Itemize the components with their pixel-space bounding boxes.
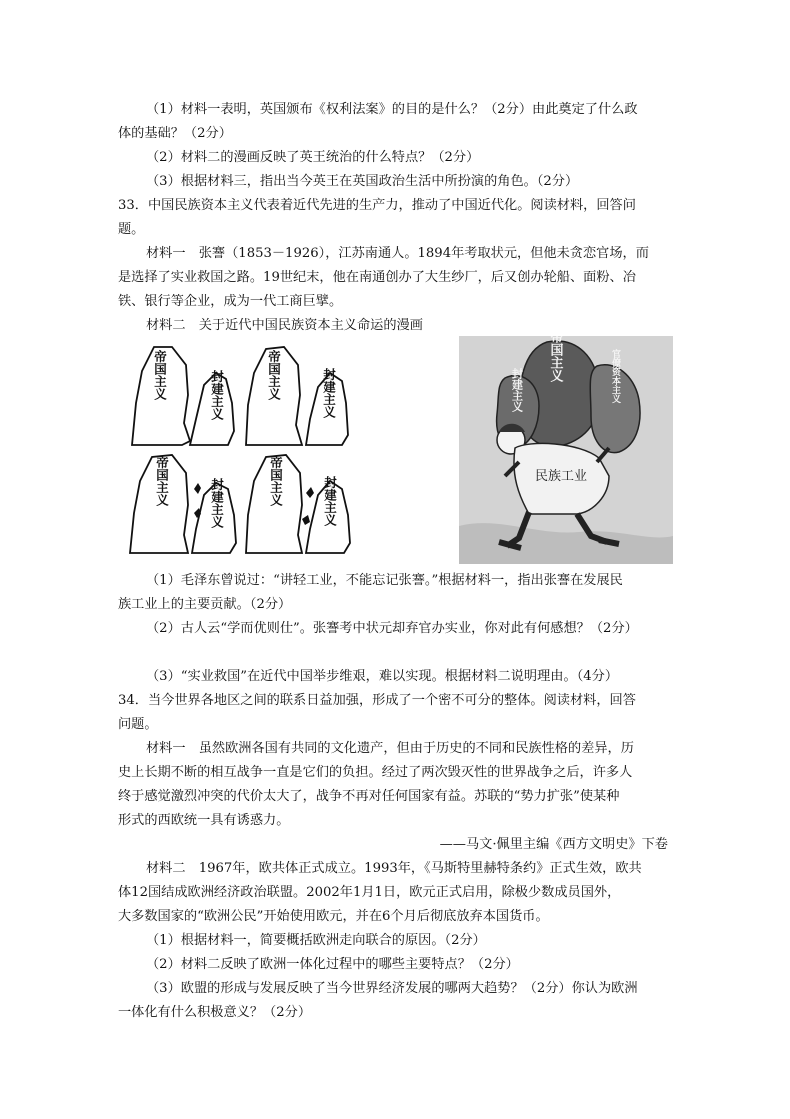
- q34-material2-line2: 体12国结成欧洲经济政治联盟。2002年1月1日，欧元正式启用，除极少数成员国外，: [118, 885, 621, 900]
- rock-label-imperialism: 帝国主义: [266, 350, 282, 400]
- boulder-label-feudalism: 封建主义: [510, 368, 524, 412]
- q34-sub2: （2）材料二反映了欧洲一体化过程中的哪些主要特点？（2分）: [146, 957, 519, 972]
- q32-sub3: （3）根据材料三，指出当今英王在英国政治生活中所扮演的角色。（2分）: [146, 174, 579, 189]
- q34-sub3-line2: 一体化有什么积极意义？（2分）: [118, 1005, 312, 1020]
- q33-material2-caption: 材料二 关于近代中国民族资本主义命运的漫画: [146, 318, 423, 333]
- q33-material1-line3: 铁、银行等企业，成为一代工商巨擘。: [118, 294, 343, 309]
- rock-label-feudalism: 封建主义: [209, 370, 225, 420]
- q34-sub3-line1: （3）欧盟的形成与发展反映了当今世界经济发展的哪两大趋势？（2分）你认为欧洲: [146, 981, 638, 996]
- q33-sub3: （3）“实业救国”在近代中国举步维艰，难以实现。根据材料二说明理由。（4分）: [146, 669, 619, 684]
- q33-sub2: （2）古人云“学而优则仕”。张謇考中状元却弃官办实业，你对此有何感想？（2分）: [146, 621, 638, 636]
- cartoon-rocks-figure: [124, 343, 356, 559]
- q32-sub1-line2: 体的基础？（2分）: [118, 126, 232, 141]
- q34-material1-line3: 终于感觉激烈冲突的代价太大了，战争不再对任何国家有益。苏联的“势力扩张”使某种: [118, 789, 620, 804]
- rock-label-feudalism: 封建主义: [322, 476, 338, 526]
- q32-sub1-line1: （1）材料一表明，英国颁布《权利法案》的目的是什么？（2分）由此奠定了什么政: [146, 102, 638, 117]
- q34-material1-source: ——马文·佩里主编《西方文明史》下卷: [439, 837, 668, 852]
- q33-sub1-line1: （1）毛泽东曾说过：“讲轻工业，不能忘记张謇。”根据材料一，指出张謇在发展民: [146, 573, 623, 588]
- q32-sub2: （2）材料二的漫画反映了英王统治的什么特点？（2分）: [146, 150, 480, 165]
- rock-label-imperialism: 帝国主义: [268, 456, 284, 506]
- rock-label-imperialism: 帝国主义: [152, 350, 168, 400]
- q34-stem-line1: 34．当今世界各地区之间的联系日益加强，形成了一个密不可分的整体。阅读材料，回答: [118, 693, 636, 708]
- q34-material1-line4: 形式的西欧统一具有诱惑力。: [118, 813, 290, 828]
- q34-sub1: （1）根据材料一，简要概括欧洲走向联合的原因。（2分）: [146, 933, 486, 948]
- q34-stem-line2: 问题。: [118, 717, 158, 732]
- q33-stem-line2: 题。: [118, 222, 145, 237]
- q34-material1-line1: 材料一 虽然欧洲各国有共同的文化遗产，但由于历史的不同和民族性格的差异，历: [146, 741, 634, 756]
- q34-material2-line1: 材料二 1967年，欧共体正式成立。1993年，《马斯特里赫特条约》正式生效，欧共: [146, 861, 642, 876]
- boulder-label-bureaucratic-capitalism: 官僚资本主义: [610, 349, 620, 403]
- rock-label-feudalism: 封建主义: [209, 478, 225, 528]
- q34-material2-line3: 大多数国家的“欧洲公民”开始使用欧元，并在6个月后彻底放弃本国货币。: [118, 909, 549, 924]
- figure-label-national-industry: 民族工业: [534, 469, 588, 484]
- cartoon-burden-figure: [459, 336, 673, 564]
- q33-material1-line2: 是选择了实业救国之路。19世纪末，他在南通创办了大生纱厂，后又创办轮船、面粉、冶: [118, 270, 636, 285]
- q33-stem-line1: 33．中国民族资本主义代表着近代先进的生产力，推动了中国近代化。阅读材料，回答问: [118, 198, 636, 213]
- q33-material1-line1: 材料一 张謇（1853－1926），江苏南通人。1894年考取状元，但他未贪恋官场，而: [146, 246, 649, 261]
- rock-label-feudalism: 封建主义: [321, 368, 337, 418]
- rock-label-imperialism: 帝国主义: [154, 456, 170, 506]
- q34-material1-line2: 史上长期不断的相互战争一直是它们的负担。经过了两次毁灭性的世界战争之后，许多人: [118, 765, 633, 780]
- q33-sub1-line2: 族工业上的主要贡献。（2分）: [118, 597, 292, 612]
- boulder-label-imperialism: 帝国主义: [547, 336, 563, 382]
